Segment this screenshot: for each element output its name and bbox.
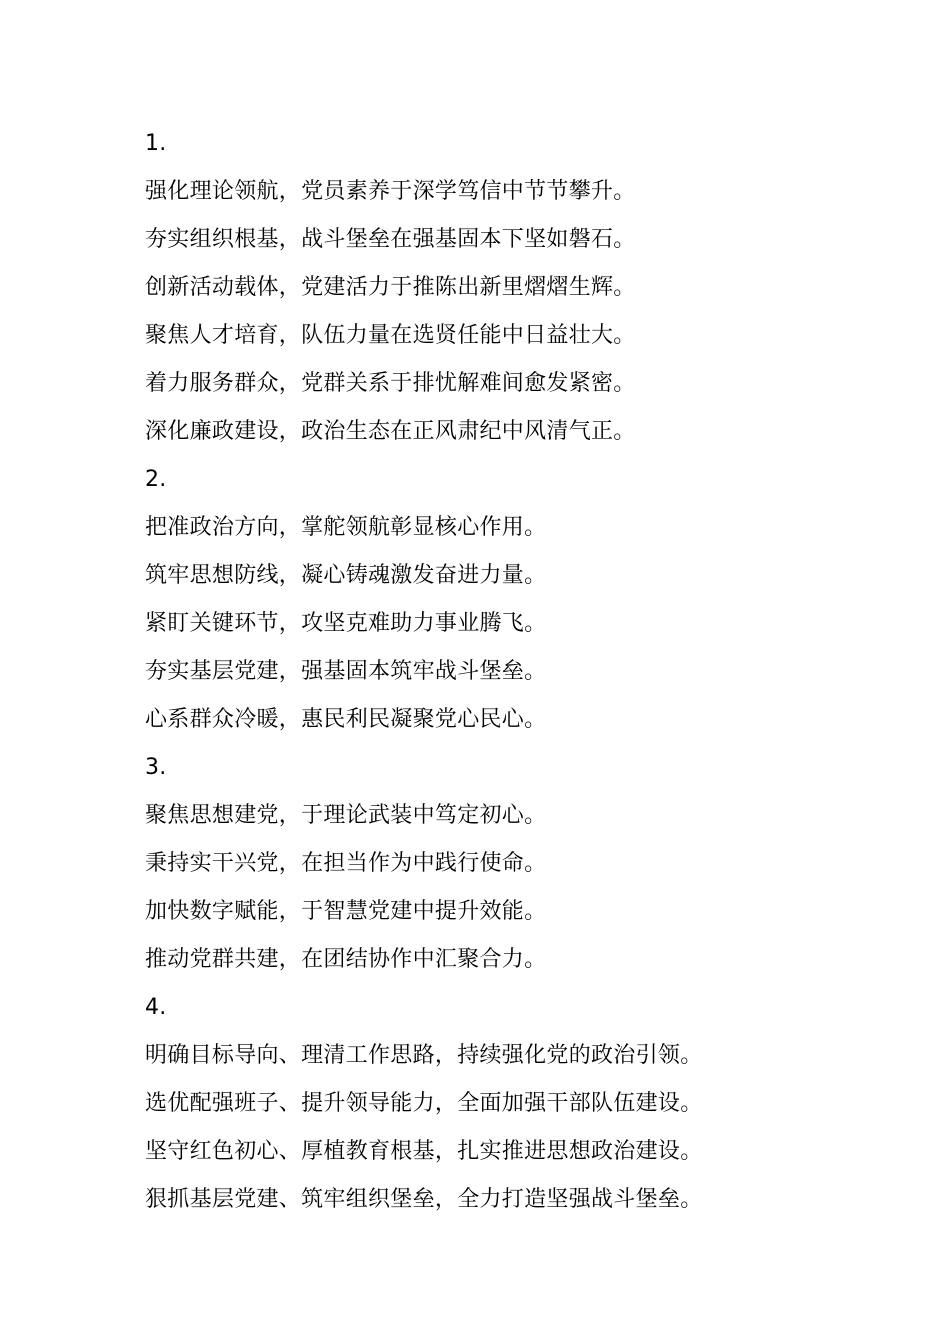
section-line: 聚焦人才培育，队伍力量在选贤任能中日益壮大。 — [145, 323, 636, 348]
document-body — [145, 120, 825, 1224]
section-line: 把准政治方向，掌舵领航彰显核心作用。 — [145, 515, 547, 540]
section-number: 4. — [145, 995, 167, 1020]
section-line: 心系群众冷暖，惠民利民凝聚党心民心。 — [145, 707, 547, 732]
section-line: 着力服务群众，党群关系于排忧解难间愈发紧密。 — [145, 371, 636, 396]
section-line: 推动党群共建，在团结协作中汇聚合力。 — [145, 947, 547, 972]
section-line: 坚守红色初心、厚植教育根基，扎实推进思想政治建设。 — [145, 1139, 703, 1164]
section-line: 加快数字赋能，于智慧党建中提升效能。 — [145, 899, 547, 924]
section-number: 3. — [145, 755, 167, 780]
section-line: 深化廉政建设，政治生态在正风肃纪中风清气正。 — [145, 419, 636, 444]
section-number: 1. — [145, 131, 167, 156]
section-number: 2. — [145, 467, 167, 492]
section-line: 筑牢思想防线，凝心铸魂激发奋进力量。 — [145, 563, 547, 588]
section-line: 紧盯关键环节，攻坚克难助力事业腾飞。 — [145, 611, 547, 636]
section-line: 夯实组织根基，战斗堡垒在强基固本下坚如磐石。 — [145, 227, 636, 252]
section-line: 创新活动载体，党建活力于推陈出新里熠熠生辉。 — [145, 275, 636, 300]
section-line: 选优配强班子、提升领导能力，全面加强干部队伍建设。 — [145, 1091, 703, 1116]
section-line: 明确目标导向、理清工作思路，持续强化党的政治引领。 — [145, 1043, 703, 1068]
section-line: 强化理论领航，党员素养于深学笃信中节节攀升。 — [145, 179, 636, 204]
section-line: 夯实基层党建，强基固本筑牢战斗堡垒。 — [145, 659, 547, 684]
section-line: 聚焦思想建党，于理论武装中笃定初心。 — [145, 803, 547, 828]
section-line: 秉持实干兴党，在担当作为中践行使命。 — [145, 851, 547, 876]
section-line: 狠抓基层党建、筑牢组织堡垒，全力打造坚强战斗堡垒。 — [145, 1187, 703, 1212]
